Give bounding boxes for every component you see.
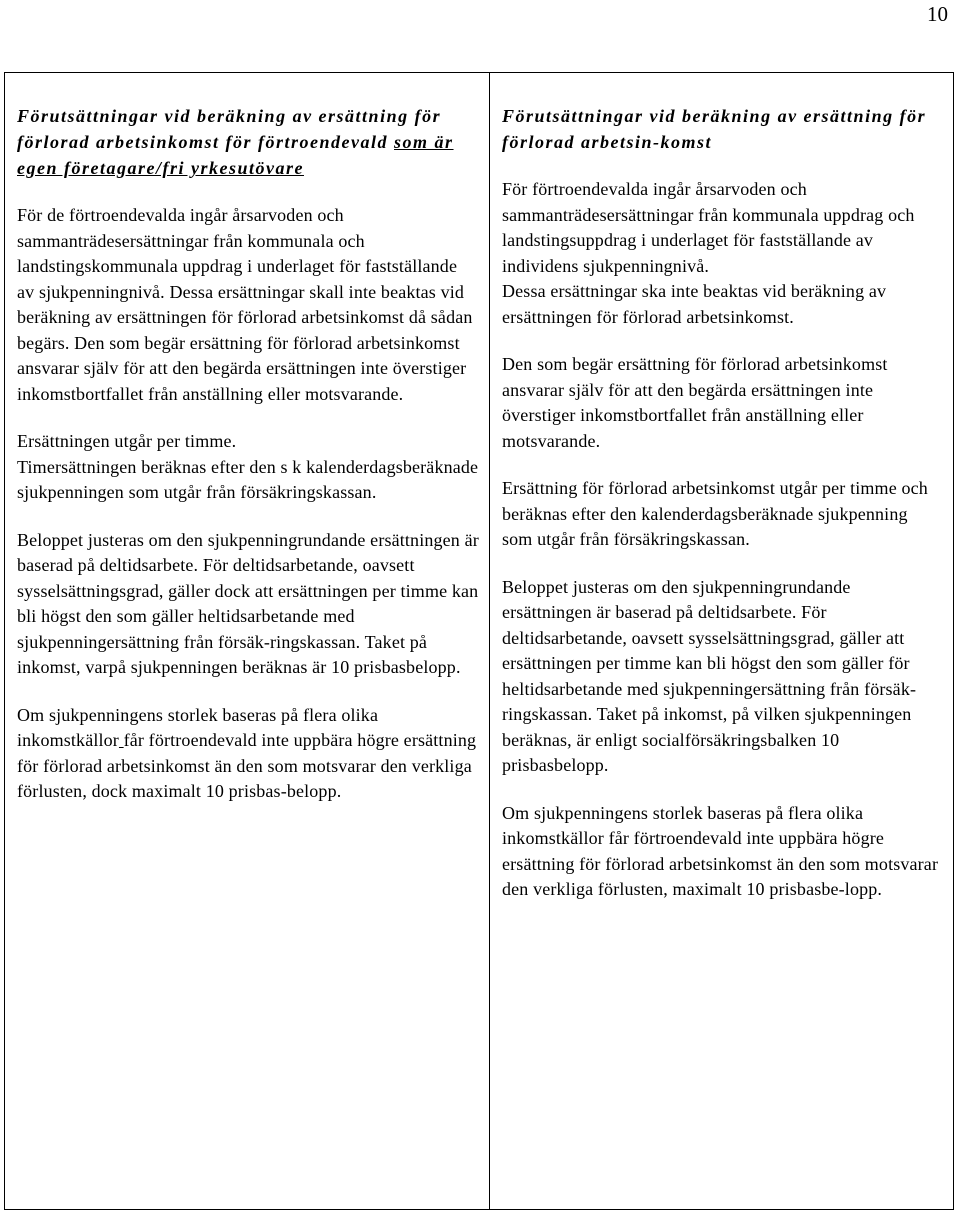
right-paragraph-2: Den som begär ersättning för förlorad arbetsinkomst ansvarar själv för att den begärda ersättningen inte överstiger inkomstbortfallet från anställning eller motsvarande. — [502, 354, 888, 451]
right-paragraph-4: Beloppet justeras om den sjukpenningrundande ersättningen är baserad på deltidsarbete. För deltidsarbetande, oavsett sysselsättningsgrad, gäller att ersättningen per timme kan bli högst den som gäller för heltidsarbetande med sjukpenningersättning från försäk-ringskassan. Taket på inkomst, på vilken sjukpenningen beräknas, är enligt socialförsäkringsbalken 10 prisbasbelopp. — [502, 576, 917, 775]
left-paragraph-4-text-a: Om sjukpenningens storlek baseras på flera olika inkomstkällor — [17, 704, 379, 750]
left-paragraph-2b: Timersättningen beräknas efter den s k kalenderdagsberäknade sjukpenningen som utgår från försäkringskassan. — [17, 456, 479, 502]
right-paragraph-1b: Dessa ersättningar ska inte beaktas vid beräkning av ersättningen för förlorad arbetsinkomst. — [502, 281, 887, 327]
right-paragraph-3: Ersättning för förlorad arbetsinkomst utgår per timme och beräknas efter den kalenderdagsberäknade sjukpenning som utgår från försäkringskassan. — [502, 478, 928, 549]
left-paragraph-4 — [17, 703, 479, 805]
right-heading: Förutsättningar vid beräkning av ersättning för förlorad arbetsin-komst — [502, 106, 927, 152]
left-paragraph-2a: Ersättningen utgår per timme. — [17, 431, 237, 451]
left-heading-underlined: som är egen företagare/fri yrkesutövare — [17, 132, 454, 178]
right-paragraph-1a: För förtroendevalda ingår årsarvoden och sammanträdesersättningar från kommunala uppdrag och landstingsuppdrag i underlaget för fastställande av individens sjukpenningnivå. — [502, 179, 915, 276]
left-heading-text: Förutsättningar vid beräkning av ersättning för förlorad arbetsinkomst för förtroendevald — [17, 106, 442, 152]
page-number: 10 — [927, 2, 948, 26]
left-heading — [17, 103, 479, 181]
left-paragraph-3: Beloppet justeras om den sjukpenningrundande ersättningen är baserad på deltidsarbete. För deltidsarbetande, oavsett sysselsättningsgrad, gäller dock att ersättningen per timme kan bli högst den som gäller heltidsarbetande med sjukpenningersättning från försäk-ringskassan. Taket på inkomst, varpå sjukpenningen beräknas är 10 prisbasbelopp. — [17, 529, 479, 677]
left-paragraph-4-text-b: får förtroendevald inte uppbära högre ersättning för förlorad arbetsinkomst än den som motsvarar den verkliga förlusten, dock maximalt 10 prisbas-belopp. — [17, 730, 477, 801]
comparison-table — [4, 72, 954, 1210]
right-paragraph-5: Om sjukpenningens storlek baseras på flera olika inkomstkällor får förtroendevald inte uppbära högre ersättning för förlorad arbetsinkomst än den som motsvarar den verkliga förlusten, maximalt 10 prisbasbe-lopp. — [502, 802, 939, 899]
left-column — [5, 73, 490, 1209]
right-column — [490, 73, 952, 1209]
left-paragraph-1: För de förtroendevalda ingår årsarvoden och sammanträdesersättningar från kommunala och landstingskommunala uppdrag i underlaget för fastställande av sjukpenningnivå. Dessa ersättningar skall inte beaktas vid beräkning av ersättningen för förlorad arbetsinkomst då sådan begärs. Den som begär ersättning för förlorad arbetsinkomst ansvarar själv för att den begärda ersättningen inte överstiger inkomstbortfallet från anställning eller motsvarande. — [17, 205, 473, 404]
